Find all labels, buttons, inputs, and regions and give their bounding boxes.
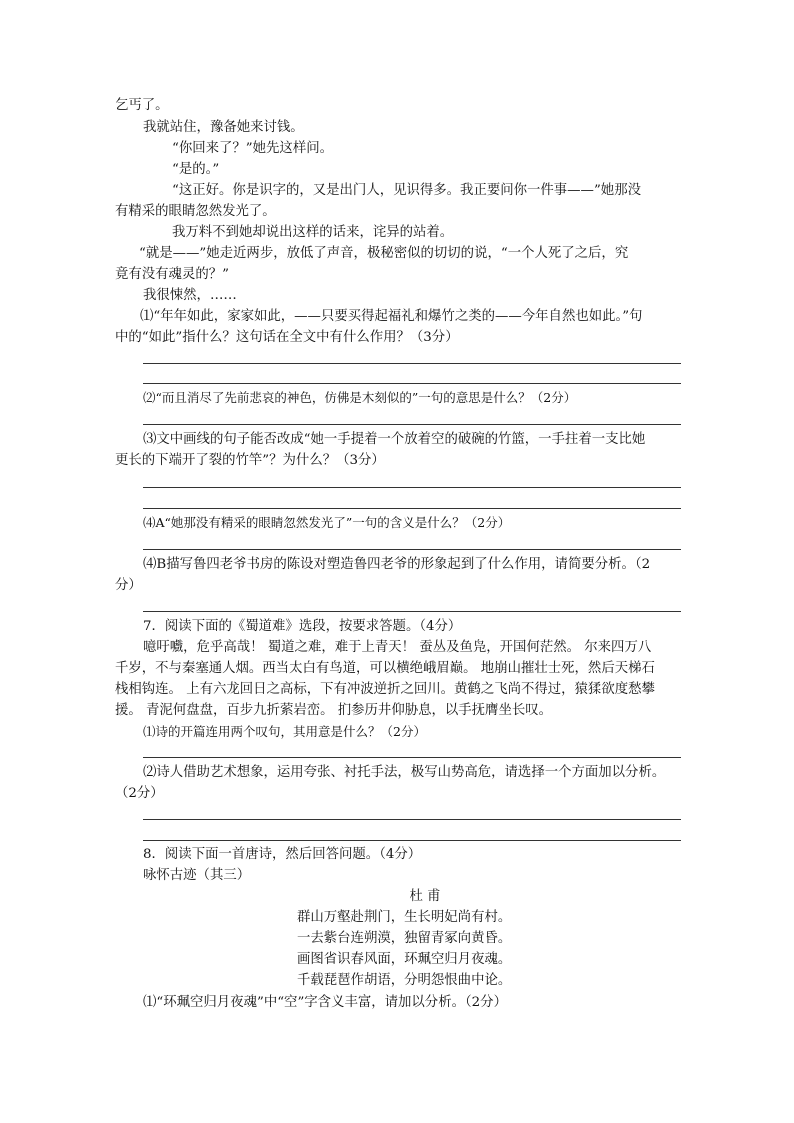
poem-title: 咏怀古迹（其三） <box>143 868 251 883</box>
passage-line: 栈相钩连。 上有六龙回日之高标，下有冲波逆折之回川。黄鹤之飞尚不得过，猿猱欲度愁攀 <box>115 682 655 697</box>
poem-verse: 千载琵琶作胡语，分明怨恨曲中论。 <box>297 973 512 988</box>
section-8-heading: 8．阅读下面一首唐诗，然后回答问题。（4分） <box>143 847 422 862</box>
answer-line <box>143 549 681 550</box>
passage-line: 噫吁嚱，危乎高哉！ 蜀道之难，难于上青天！ 蚕丛及鱼凫，开国何茫然。 尔来四万八 <box>143 640 652 655</box>
answer-line <box>143 840 681 841</box>
question-7-2-line-1: ⑵诗人借助艺术想象，运用夸张、衬托手法，极写山势高危，请选择一个方面加以分析。 <box>143 765 666 780</box>
question-1-line-1: ⑴“年年如此，家家如此，——只要买得起福礼和爆竹之类的——今年自然也如此。”句 <box>140 309 643 324</box>
question-4b-line-2: 分） <box>115 578 142 593</box>
poem-verse: 画图省识春风面，环珮空归月夜魂。 <box>297 952 512 967</box>
answer-line <box>143 424 681 425</box>
passage-line: 援。 青泥何盘盘，百步九折萦岩峦。 扪参历井仰胁息，以手抚膺坐长叹。 <box>115 703 553 718</box>
text-line: “这正好。你是识字的，又是出门人，见识得多。我正要问你一件事——”她那没 <box>172 183 641 198</box>
answer-line <box>143 508 681 509</box>
question-1-line-2: 中的“如此”指什么？这句话在全文中有什么作用？（3分） <box>115 330 459 345</box>
text-line: “就是——”她走近两步，放低了声音，极秘密似的切切的说，“一个人死了之后，究 <box>139 246 629 261</box>
answer-line <box>143 383 681 384</box>
answer-line <box>143 487 681 488</box>
poem-verse: 群山万壑赴荆门，生长明妃尚有村。 <box>297 910 512 925</box>
answer-line <box>143 819 681 820</box>
answer-line <box>143 611 681 612</box>
question-3-line-2: 更长的下端开了裂的竹竿”？为什么？（3分） <box>115 453 385 468</box>
text-line: “是的。” <box>172 162 220 177</box>
text-line: 竟有没有魂灵的？” <box>115 267 229 282</box>
poem-verse: 一去紫台连朔漠，独留青冢向黄昏。 <box>297 931 512 946</box>
question-4b-line-1: ⑷B描写鲁四老爷书房的陈设对塑造鲁四老爷的形象起到了什么作用，请简要分析。（2 <box>143 557 651 572</box>
section-7-heading: 7．阅读下面的《蜀道难》选段，按要求答题。（4分） <box>143 619 462 634</box>
question-2: ⑵“而且消尽了先前悲哀的神色，仿佛是木刻似的”一句的意思是什么？（2分） <box>143 390 577 405</box>
question-4a: ⑷A“她那没有精采的眼睛忽然发光了”一句的含义是什么？（2分） <box>143 515 511 530</box>
question-8-1: ⑴“环珮空归月夜魂”中“空”字含义丰富，请加以分析。（2分） <box>143 995 507 1010</box>
passage-line: 千岁，不与秦塞通人烟。西当太白有鸟道，可以横绝峨眉巅。 地崩山摧壮士死，然后天梯石 <box>115 661 655 676</box>
answer-line <box>143 363 681 364</box>
text-line: 有精采的眼睛忽然发光了。 <box>115 204 276 219</box>
text-line: 我很悚然，…… <box>143 288 237 303</box>
text-line: 我万料不到她却说出这样的话来，诧异的站着。 <box>172 225 454 240</box>
answer-line <box>143 757 681 758</box>
question-3-line-1: ⑶文中画线的句子能否改成“她一手提着一个放着空的破碗的竹篮，一手拄着一支比她 <box>143 432 646 447</box>
text-line: 我就站住，豫备她来讨钱。 <box>143 120 304 135</box>
question-7-1: ⑴诗的开篇连用两个叹句，其用意是什么？（2分） <box>143 724 426 739</box>
question-7-2-line-2: （2分） <box>115 786 164 801</box>
poem-author: 杜 甫 <box>409 889 441 904</box>
text-line: “你回来了？”她先这样问。 <box>172 141 333 156</box>
text-line: 乞丐了。 <box>115 98 169 113</box>
